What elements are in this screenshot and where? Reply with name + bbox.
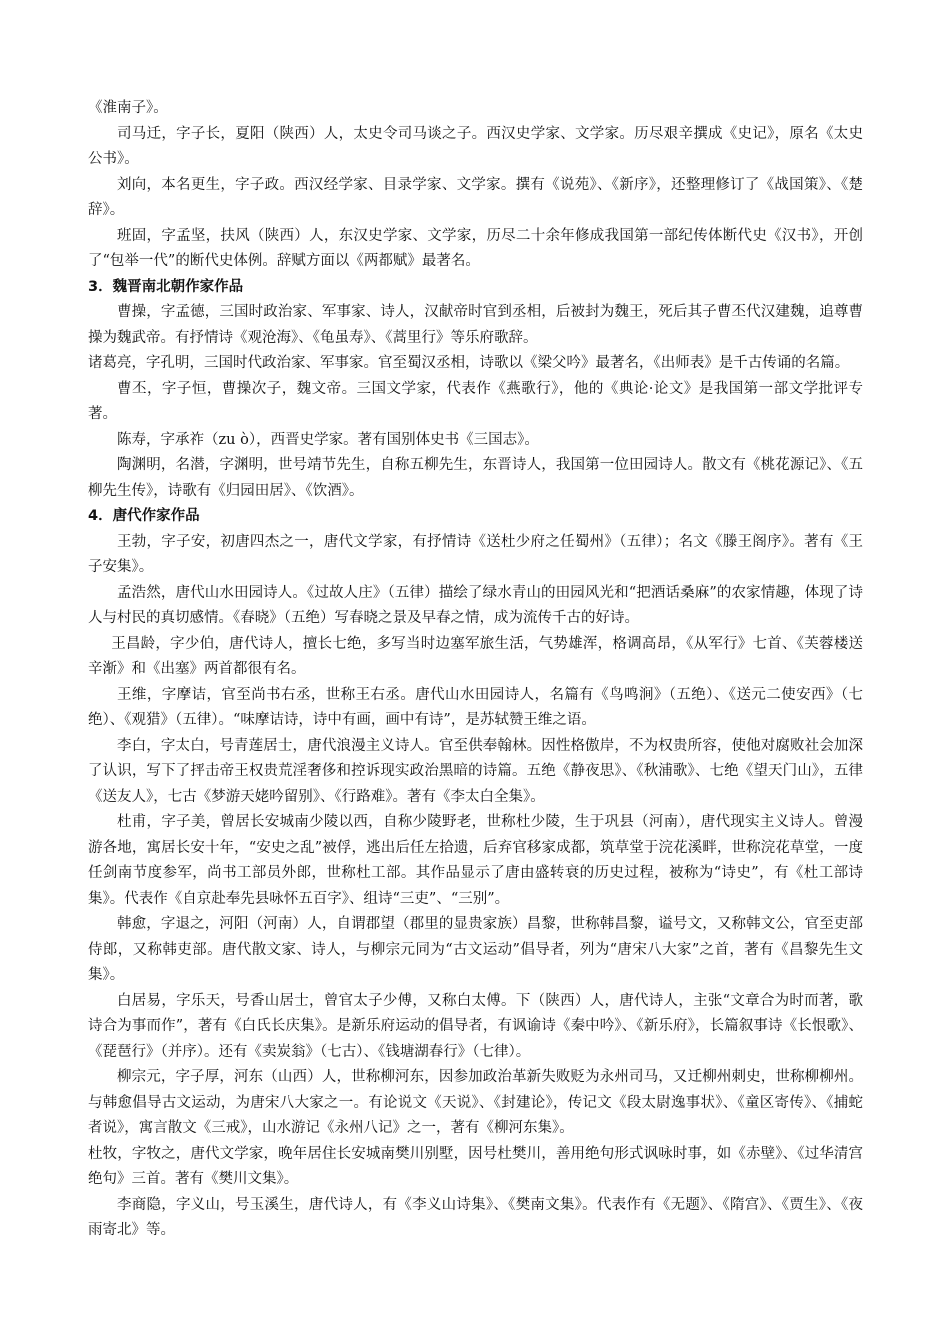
paragraph-bai-juyi: 白居易，字乐天，号香山居士，曾官太子少傅，又称白太傅。下（陕西）人，唐代诗人，主张“文章合为时而著，歌诗合为事而作”，著有《白氏长庆集》。是新乐府运动的倡导者，有讽谕诗《秦中吟》、《新乐府》，长篇叙事诗《长恨歌》、《琵琶行》（并序）。还有《卖炭翁》（七古）、《钱塘湖春行》（七律）。 [88, 992, 863, 1060]
paragraph-wang-changling: 王昌龄，字少伯，唐代诗人，擅长七绝，多写当时边塞军旅生活，气势雄浑，格调高昂，《从军行》七首、《芙蓉楼送辛渐》和《出塞》两首都很有名。 [88, 635, 863, 677]
paragraph-sima-qian: 司马迁，字子长，夏阳（陕西）人，太史令司马谈之子。西汉史学家、文学家。历尽艰辛撰成《史记》，原名《太史公书》。 [88, 125, 863, 167]
paragraph-tao-yuanming: 陶渊明，名潜，字渊明，世号靖节先生，自称五柳先生，东晋诗人，我国第一位田园诗人。散文有《桃花源记》、《五柳先生传》，诗歌有《归园田居》、《饮酒》。 [88, 457, 863, 499]
paragraph-li-bai: 李白，字太白，号青莲居士，唐代浪漫主义诗人。官至供奉翰林。因性格傲岸，不为权贵所容，使他对腐败社会加深了认识，写下了抨击帝王权贵荒淫奢侈和控诉现实政治黑暗的诗篇。五绝《静夜思》、《秋浦歌》、七绝《望天门山》，五律《送友人》，七古《梦游天姥吟留别》、《行路难》。著有《李太白全集》。 [88, 737, 863, 805]
section-heading-wei-jin: 3．魏晋南北朝作家作品 [88, 278, 244, 295]
paragraph-han-yu: 韩愈，字退之，河阳（河南）人，自谓郡望（郡里的显贵家族）昌黎，世称韩昌黎，谥号文，又称韩文公，官至吏部侍郎，又称韩吏部。唐代散文家、诗人，与柳宗元同为“古文运动”倡导者，列为“唐宋八大家”之首，著有《昌黎先生文集》。 [88, 916, 863, 983]
paragraph-du-mu: 杜牧，字牧之，唐代文学家，晚年居住长安城南樊川别墅，因号杜樊川，善用绝句形式讽咏时事，如《赤壁》、《过华清宫绝句》三首。著有《樊川文集》。 [88, 1145, 863, 1187]
document-page [88, 96, 863, 1244]
paragraph-du-fu: 杜甫，字子美，曾居长安城南少陵以西，自称少陵野老，世称杜少陵，生于巩县（河南），唐代现实主义诗人。曾漫游各地，寓居长安十年，“安史之乱”被俘，逃出后任左拾遗，后弃官移家成都，筑草堂于浣花溪畔，世称浣花草堂，一度任剑南节度参军，尚书工部员外郎，世称杜工部。其作品显示了唐由盛转衰的历史过程，被称为“诗史”，有《杜工部诗集》。代表作《自京赴奉先县咏怀五百字》、组诗“三吏”、“三别”。 [88, 814, 863, 907]
paragraph-li-shangyin: 李商隐，字义山，号玉溪生，唐代诗人，有《李义山诗集》、《樊南文集》。代表作有《无题》、《隋宫》、《贾生》、《夜雨寄北》等。 [88, 1196, 863, 1238]
paragraph-chen-shou: 陈寿，字承祚（zu ò），西晋史学家。著有国别体史书《三国志》。 [117, 431, 539, 448]
paragraph-liu-zongyuan: 柳宗元，字子厚，河东（山西）人，世称柳河东，因参加政治革新失败贬为永州司马，又迁柳州刺史，世称柳柳州。与韩愈倡导古文运动，为唐宋八大家之一。有论说文《天说》、《封建论》，传记文《段太尉逸事状》、《童区寄传》、《捕蛇者说》，寓言散文《三戒》，山水游记《永州八记》之一，著有《柳河东集》。 [88, 1069, 863, 1136]
paragraph-meng-haoran: 孟浩然，唐代山水田园诗人。《过故人庄》（五律）描绘了绿水青山的田园风光和“把酒话桑麻”的农家情趣，体现了诗人与村民的真切感情。《春晓》（五绝）写春晓之景及早春之情，成为流传千古的好诗。 [88, 584, 863, 626]
paragraph-zhuge-liang: 诸葛亮，字孔明，三国时代政治家、军事家。官至蜀汉丞相，诗歌以《梁父吟》最著名，《出师表》是千古传诵的名篇。 [88, 355, 850, 371]
paragraph-wang-bo: 王勃，字子安，初唐四杰之一，唐代文学家，有抒情诗《送杜少府之任蜀州》（五律）；名文《滕王阁序》。著有《王子安集》。 [88, 533, 863, 575]
paragraph-huainanzi: 《淮南子》。 [88, 100, 168, 116]
section-heading-tang: 4．唐代作家作品 [88, 508, 200, 524]
paragraph-liu-xiang: 刘向，本名更生，字子政。西汉经学家、目录学家、文学家。撰有《说苑》、《新序》，还整理修订了《战国策》、《楚辞》。 [88, 176, 863, 218]
paragraph-cao-cao: 曹操，字孟德，三国时政治家、军事家、诗人，汉献帝时官到丞相，后被封为魏王，死后其子曹丕代汉建魏，追尊曹操为魏武帝。有抒情诗《观沧海》、《龟虽寿》、《蒿里行》等乐府歌辞。 [88, 304, 863, 346]
paragraph-cao-pi: 曹丕，字子恒，曹操次子，魏文帝。三国文学家，代表作《燕歌行》，他的《典论·论文》是我国第一部文学批评专著。 [88, 380, 863, 422]
paragraph-ban-gu: 班固，字孟坚，扶风（陕西）人，东汉史学家、文学家，历尽二十余年修成我国第一部纪传体断代史《汉书》，开创了“包举一代”的断代史体例。辞赋方面以《两都赋》最著名。 [88, 227, 863, 269]
paragraph-wang-wei: 王维，字摩诘，官至尚书右丞，世称王右丞。唐代山水田园诗人，名篇有《鸟鸣涧》（五绝）、《送元二使安西》（七绝）、《观猎》（五律）。“味摩诘诗，诗中有画，画中有诗”，是苏轼赞王维之语。 [88, 686, 863, 728]
